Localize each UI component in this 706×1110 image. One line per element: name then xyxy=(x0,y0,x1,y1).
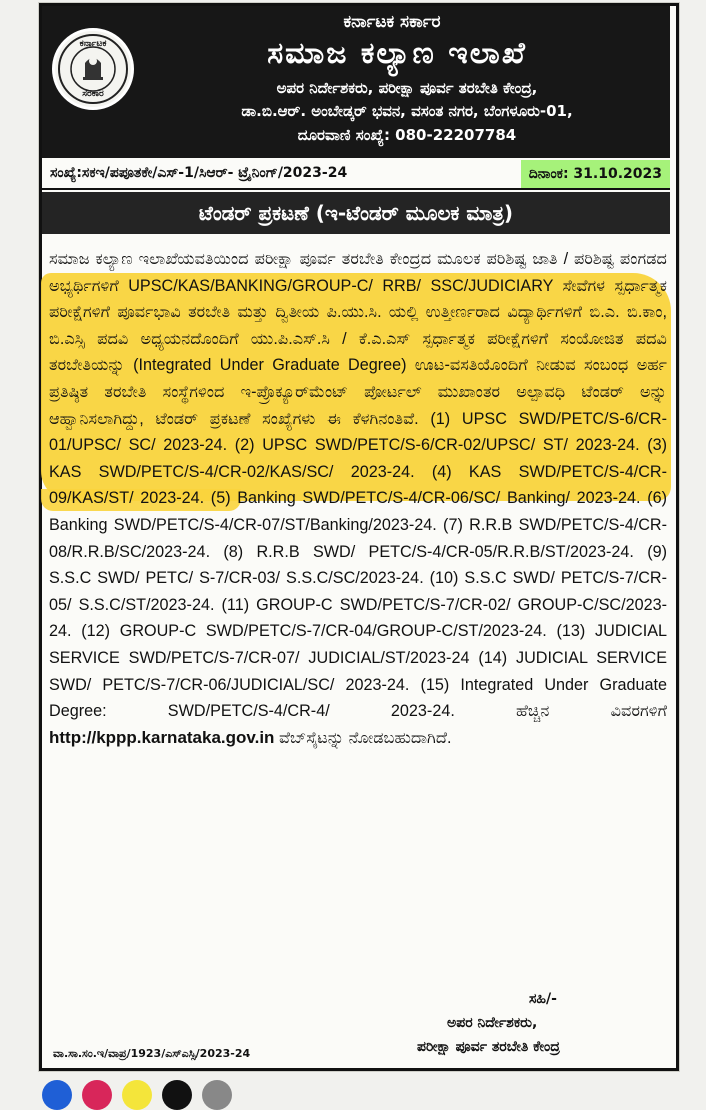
black-dot-icon xyxy=(162,1080,192,1110)
notice-date: ದಿನಾಂಕ: 31.10.2023 xyxy=(521,160,670,188)
govt-seal-icon xyxy=(52,28,134,110)
footer-number: ವಾ.ಸಾ.ಸಂ.ಇ/ವಾಪ್ರ/1923/ಎಸ್ಎಸ್ಸಿ/2023-24 xyxy=(53,1047,251,1060)
notice-title: ಟೆಂಡರ್ ಪ್ರಕಟಣೆ (ಇ-ಟೆಂಡರ್ ಮೂಲಕ ಮಾತ್ರ) xyxy=(42,192,670,234)
reference-number: ಸಂಖ್ಯೆ:ಸಕಇ/ಪಪೂತಕೇ/ಎಸ್-1/ಸಿಆರ್- ಟ್ರೈನಿಂಗ್/2023-24 xyxy=(50,165,348,181)
signatory-office: ಪರೀಕ್ಷಾ ಪೂರ್ವ ತರಬೇತಿ ಕೇಂದ್ರ xyxy=(417,1039,560,1055)
blue-dot-icon xyxy=(42,1080,72,1110)
seal-text-bottom: ಸರಕಾರ xyxy=(82,89,104,99)
body-closing: ವೆಬ್‌ಸೈಟನ್ನು ನೋಡಬಹುದಾಗಿದೆ. xyxy=(278,728,452,747)
address-line: ಡಾ.ಬಿ.ಆರ್. ಅಂಬೇಡ್ಕರ್ ಭವನ, ವಸಂತ ನಗರ, ಬೆಂಗಳೂರು-01, xyxy=(241,102,573,120)
department-name: ಸಮಾಜ ಕಲ್ಯಾಣ ಇಲಾಖೆ xyxy=(267,36,527,71)
govt-name: ಕರ್ನಾಟಕ ಸರ್ಕಾರ xyxy=(343,12,441,32)
phone-line: ದೂರವಾಣಿ ಸಂಖ್ಯೆ: 080-22207784 xyxy=(297,126,517,144)
seal-text-top: ಕರ್ನಾಟಕ xyxy=(79,39,107,49)
grey-dot-icon xyxy=(202,1080,232,1110)
header-banner xyxy=(42,6,670,158)
signed-mark: ಸಹಿ/- xyxy=(529,991,557,1007)
red-dot-icon xyxy=(82,1080,112,1110)
reference-row xyxy=(42,160,670,190)
notice-body xyxy=(49,246,672,751)
body-paragraph: ಸಮಾಜ ಕಲ್ಯಾಣ ಇಲಾಖೆಯವತಿಯಿಂದ ಪರೀಕ್ಷಾ ಪೂರ್ವ ತರಬೇತಿ ಕೇಂದ್ರದ ಮೂಲಕ ಪರಿಶಿಷ್ಟ ಜಾತಿ / ಪರಿಶಿಷ್ಟ ಪಂಗಡದ ಅಭ್ಯರ್ಥಿಗಳಿಗೆ UPSC/KAS/BANKING/GROUP-C/ RRB/ SSC/JUDICIARY ಸೇವೆಗಳ ಸ್ಪರ್ಧಾತ್ಮಕ ಪರೀಕ್ಷೆಗಳಿಗೆ ಪೂರ್ವಭಾವಿ ತರಬೇತಿ ಮತ್ತು ದ್ವಿತೀಯ ಪಿ.ಯು.ಸಿ. ಯಲ್ಲಿ ಉತ್ತೀರ್ಣರಾದ ವಿದ್ಯಾರ್ಥಿಗಳಿಗೆ ಬಿ.ಎ. ಬಿ.ಕಾಂ, ಬಿ.ಎಸ್ಸಿ ಪದವಿ ಅಧ್ಯಯನದೊಂದಿಗೆ ಯು.ಪಿ.ಎಸ್.ಸಿ / ಕೆ.ಎ.ಎಸ್ ಸ್ಪರ್ಧಾತ್ಮಕ ಪರೀಕ್ಷೆಗಳಿಗೆ ಸಂಯೋಜಿತ ಪದವಿ ತರಬೇತಿಯನ್ನು (Integrated Under Graduate Degree) ಊಟ-ವಸತಿಯೊಂದಿಗೆ ನೀಡುವ ಸಂಬಂಧ ಅರ್ಹ ಪ್ರತಿಷ್ಠಿತ ತರಬೇತಿ ಸಂಸ್ಥೆಗಳಿಂದ ಇ-ಪ್ರೊಕ್ಯೂರ್‌ಮೆಂಟ್ ಪೋರ್ಟಲ್ ಮುಖಾಂತರ ಅಲ್ಪಾವಧಿ ಟೆಂಡರ್ ಅನ್ನು ಆಹ್ವಾನಿಸಲಾಗಿದ್ದು, ಟೆಂಡರ್ ಪ್ರಕಟಣೆ ಸಂಖ್ಯೆಗಳು ಈ ಕೆಳಗಿನಂತಿವೆ. (1) UPSC SWD/PETC/S-6/CR-01/UPSC/ SC/ 2023-24. (2) UPSC SWD/PETC/S-6/CR-02/UPSC/ ST/ 2023-24. (3) KAS SWD/PETC/S-4/CR-02/KAS/SC/ 2023-24. (4) KAS SWD/PETC/S-4/CR-09/KAS/ST/ 2023-24. (5) Banking SWD/PETC/S-4/CR-06/SC/ Banking/ 2023-24. (6) Banking SWD/PETC/S-4/CR-07/ST/Banking/2023-24. (7) R.R.B SWD/PETC/S-4/CR-08/R.R.B/SC/2023-24. (8) R.R.B SWD/ PETC/S-4/CR-05/R.R.B/ST/2023-24. (9) S.S.C SWD/ PETC/ S-7/CR-03/ S.S.C/SC/2023-24. (10) S.S.C SWD/ PETC/S-7/CR-05/ S.S.C/ST/2023-24. (11) GROUP-C SWD/PETC/S-7/CR-02/ GROUP-C/SC/2023-24. (12) GROUP-C SWD/PETC/S-7/CR-04/GROUP-C/ST/2023-24. (13) JUDICIAL SERVICE SWD/PETC/S-7/CR-07/ JUDICIAL/ST/2023-24 (14) JUDICIAL SERVICE SWD/ PETC/S-7/CR-06/JUDICIAL/SC/ 2023-24. (15) Integrated Under Graduate Degree: SWD/PETC/S-4/CR-4/ 2023-24. ಹೆಚ್ಚಿನ ವಿವರಗಳಿಗೆ xyxy=(49,250,672,721)
yellow-dot-icon xyxy=(122,1080,152,1110)
website-link[interactable]: http://kppp.karnataka.gov.in xyxy=(49,727,275,747)
signatory-designation: ಅಪರ ನಿರ್ದೇಶಕರು, xyxy=(447,1015,538,1031)
office-line: ಅಪರ ನಿರ್ದೇಶಕರು, ಪರೀಕ್ಷಾ ಪೂರ್ವ ತರಬೇತಿ ಕೇಂದ್ರ, xyxy=(276,79,538,97)
tender-notice-clipping xyxy=(38,2,680,1072)
